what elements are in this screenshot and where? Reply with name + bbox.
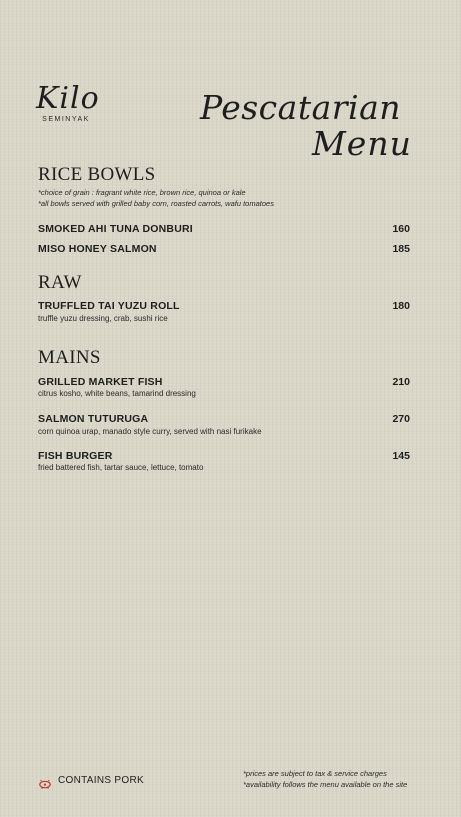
section-note: *choice of grain : fragrant white rice, brown rice, quinoa or kale	[38, 188, 246, 197]
section-heading-mains: MAINS	[38, 347, 101, 368]
pig-icon	[38, 776, 52, 786]
menu-item-name: FISH BURGER	[38, 450, 113, 462]
brand-logo	[36, 81, 100, 123]
menu-item-description: truffle yuzu dressing, crab, sushi rice	[38, 314, 168, 323]
pork-label: CONTAINS PORK	[58, 775, 144, 786]
menu-item-name: SALMON TUTURUGA	[38, 413, 149, 425]
logo-subtitle: SEMINYAK	[42, 116, 90, 123]
menu-item-price: 185	[392, 243, 410, 255]
menu-item-name: GRILLED MARKET FISH	[38, 376, 163, 388]
menu-title-line2: Menu	[312, 124, 412, 163]
section-heading-raw: RAW	[38, 272, 82, 293]
menu-item-name: MISO HONEY SALMON	[38, 243, 157, 255]
menu-item-description: fried battered fish, tartar sauce, lettuce, tomato	[38, 463, 204, 472]
footnote-prices: *prices are subject to tax & service charges	[243, 769, 387, 778]
menu-title-line1: Pescatarian	[200, 88, 402, 127]
section-note: *all bowls served with grilled baby corn, roasted carrots, wafu tomatoes	[38, 199, 274, 208]
menu-item-price: 145	[392, 450, 410, 462]
menu-item-description: corn quinoa urap, manado style curry, served with nasi furikake	[38, 427, 262, 436]
footnotes	[243, 768, 407, 790]
menu-item-price: 160	[392, 223, 410, 235]
section-heading-rice-bowls: RICE BOWLS	[38, 164, 156, 185]
menu-item-name: TRUFFLED TAI YUZU ROLL	[38, 300, 180, 312]
menu-item-price: 180	[392, 300, 410, 312]
logo-script: Kilo	[36, 81, 100, 116]
pork-legend	[38, 775, 144, 786]
menu-item-description: citrus kosho, white beans, tamarind dressing	[38, 389, 196, 398]
menu-item-name: SMOKED AHI TUNA DONBURI	[38, 223, 193, 235]
menu-item-price: 270	[392, 413, 410, 425]
menu-item-price: 210	[392, 376, 410, 388]
menu-title	[200, 80, 440, 170]
footnote-availability: *availability follows the menu available on the site	[243, 780, 408, 789]
